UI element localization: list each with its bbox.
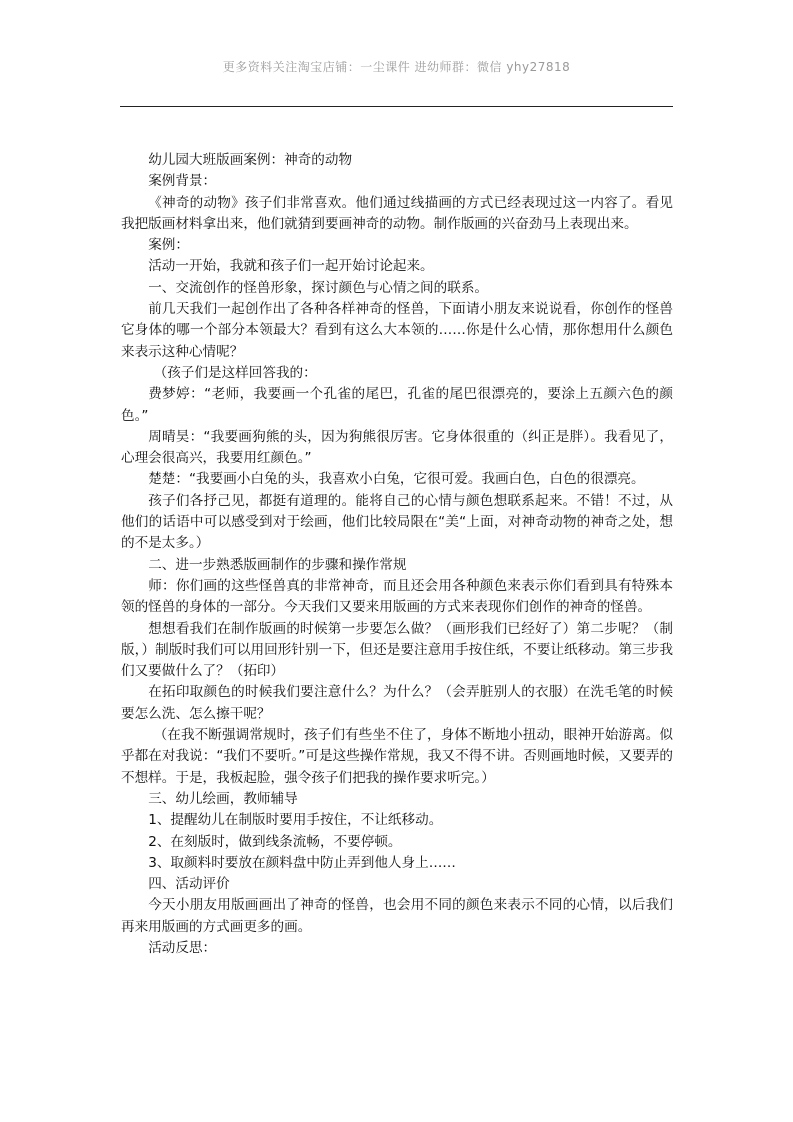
paragraph: 今天小朋友用版画画出了神奇的怪兽，也会用不同的颜色来表示不同的心情，以后我们再来用版画的方式画更多的画。: [121, 897, 673, 935]
section-heading: 一、交流创作的怪兽形象，探讨颜色与心情之间的联系。: [148, 279, 489, 296]
list-item: 1、提醒幼儿在制版时要用手按住，不让纸移动。: [148, 812, 443, 829]
section-heading: 二、进一步熟悉版画制作的步骤和操作常规: [148, 556, 407, 573]
paragraph: 案例：: [148, 237, 189, 254]
list-item: 2、在刻版时，做到线条流畅，不要停顿。: [148, 833, 402, 850]
paragraph: 费梦婷：“老师，我要画一个孔雀的尾巴，孔雀的尾巴很漂亮的，要涂上五颜六色的颜色。”: [121, 386, 673, 424]
header-divider: [120, 106, 673, 107]
paragraph: （在我不断强调常规时，孩子们有些坐不住了，身体不断地小扭动，眼神开始游离。似乎都在对我说：“我们不要听。”可是这些操作常规，我又不得不讲。否则画地时候，又要弄的不想样。于是，我板起脸，强令孩子们把我的操作要求听完。）: [121, 727, 673, 786]
paragraph: 周晴昊：“我要画狗熊的头，因为狗熊很厉害。它身体很重的（纠正是胖）。我看见了，心理会很高兴，我要用红颜色。”: [121, 428, 673, 467]
section-heading: 三、幼儿绘画，教师辅导: [148, 790, 298, 807]
paragraph: 孩子们各抒己见，都挺有道理的。能将自己的心情与颜色想联系起来。不错！不过，从他们的话语中可以感受到对于绘画，他们比较局限在“美“上面，对神奇动物的神奇之处，想的不是太多。）: [121, 492, 673, 552]
paragraph: 《神奇的动物》孩子们非常喜欢。他们通过线描画的方式已经表现过这一内容了。看见我把版画材料拿出来，他们就猜到要画神奇的动物。制作版画的兴奋劲马上表现出来。: [121, 194, 673, 232]
page-header: 更多资料关注淘宝店铺：一尘课件 进幼师群：微信 yhy27818: [222, 60, 571, 74]
paragraph: 楚楚：“我要画小白兔的头，我喜欢小白兔，它很可爱。我画白色，白色的很漂亮。: [148, 471, 645, 488]
document-body: [121, 150, 673, 959]
paragraph: 活动反思：: [148, 939, 217, 956]
paragraph: 案例背景：: [148, 173, 217, 190]
paragraph: 师：你们画的这些怪兽真的非常神奇，而且还会用各种颜色来表示你们看到具有特殊本领的怪兽的身体的一部分。今天我们又要来用版画的方式来表现你们创作的神奇的怪兽。: [121, 577, 673, 616]
paragraph: 想想看我们在制作版画的时候第一步要怎么做？（画形我们已经好了）第二步呢？（制版，）制版时我们可以用回形针别一下，但还是要注意用手按住纸，不要让纸移动。第三步我们又要做什么了？（拓印）: [121, 620, 673, 680]
paragraph: （孩子们是这样回答我的：: [153, 364, 317, 381]
section-heading: 四、活动评价: [148, 876, 230, 893]
paragraph: 前几天我们一起创作出了各种各样神奇的怪兽，下面请小朋友来说说看，你创作的怪兽它身体的哪一个部分本领最大？看到有这么大本领的……你是什么心情，那你想用什么颜色来表示这种心情呢？: [121, 301, 673, 360]
paragraph: 在拓印取颜色的时候我们要注意什么？为什么？（会弄脏别人的衣服）在洗毛笔的时候要怎么洗、怎么擦干呢？: [121, 684, 673, 722]
document-title: 幼儿园大班版画案例：神奇的动物: [148, 152, 353, 168]
paragraph: 活动一开始，我就和孩子们一起开始讨论起来。: [148, 258, 434, 275]
list-item: 3、取颜料时要放在颜料盘中防止弄到他人身上……: [148, 854, 456, 871]
